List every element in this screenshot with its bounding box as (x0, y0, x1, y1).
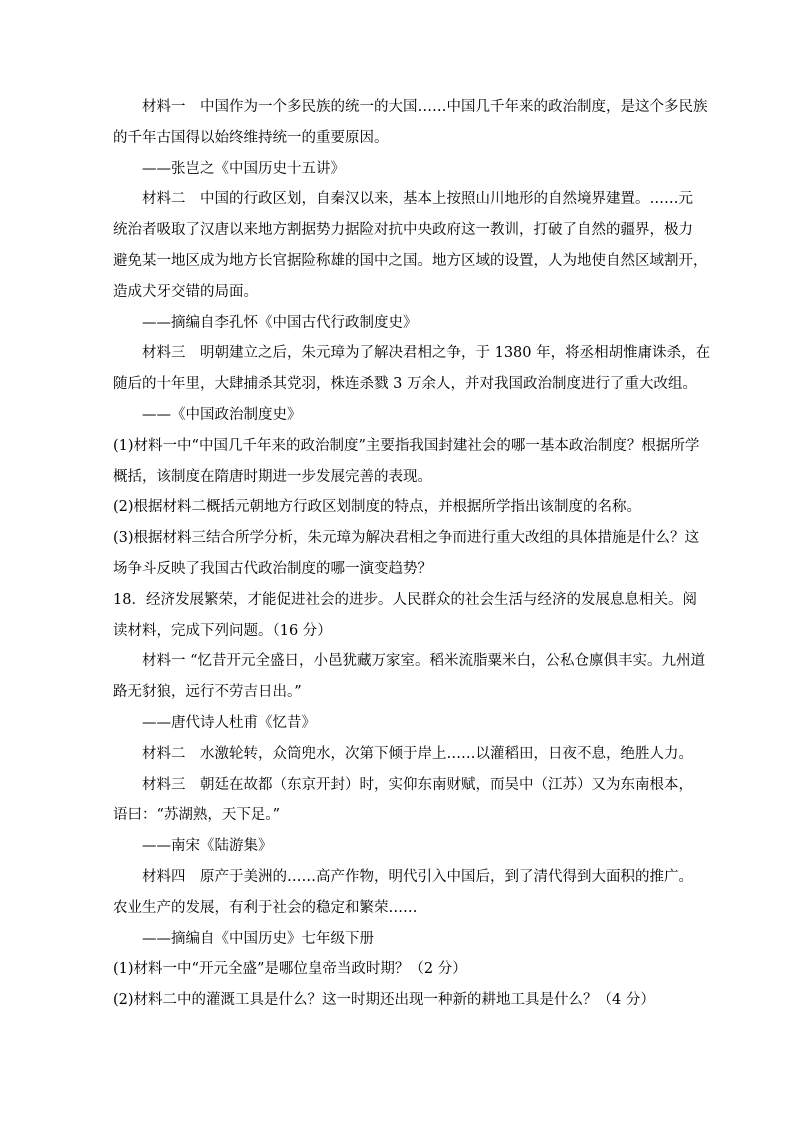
question-heading: 18．经济发展繁荣，才能促进社会的进步。人民群众的社会生活与经济的发展息息相关。阅 (113, 591, 697, 608)
source-line: ——摘编自《中国历史》七年级下册 (142, 930, 374, 947)
text-line: 语曰：“苏湖熟，天下足。” (113, 807, 281, 824)
text-line: 路无豺狼，远行不劳吉日出。” (113, 684, 302, 701)
text-line: 统治者吸取了汉唐以来地方割据势力据险对抗中央政府这一教训，打破了自然的疆界，极力 (113, 222, 693, 239)
source-line: ——南宋《陆游集》 (142, 838, 273, 855)
text-line: 随后的十年里，大肆捕杀其党羽，株连杀戮 3 万余人，并对我国政治制度进行了重大改组。 (113, 376, 697, 393)
text-line: 材料二 中国的行政区划，自秦汉以来，基本上按照山川地形的自然境界建置。……元 (142, 191, 693, 208)
text-line: 材料三 朝廷在故都（东京开封）时，实仰东南财赋，而吴中（江苏）又为东南根本， (142, 776, 693, 793)
text-line: 的千年古国得以始终维持统一的重要原因。 (113, 129, 389, 146)
text-line: 造成犬牙交错的局面。 (113, 283, 258, 300)
question-heading: 读材料，完成下列问题。（16 分） (113, 622, 332, 639)
question-line: 场争斗反映了我国古代政治制度的哪一演变趋势？ (113, 560, 432, 577)
text-line: 材料三 明朝建立之后，朱元璋为了解决君相之争，于 1380 年，将丞相胡惟庸诛杀，在 (142, 345, 711, 362)
question-line: 概括，该制度在隋唐时期进一步发展完善的表现。 (113, 468, 432, 485)
source-line: ——唐代诗人杜甫《忆昔》 (142, 714, 316, 731)
source-line: ——摘编自李孔怀《中国古代行政制度史》 (142, 314, 418, 331)
text-line: 材料一 “忆昔开元全盛日，小邑犹藏万家室。稻米流脂粟米白，公私仓廪俱丰实。九州道 (142, 653, 706, 670)
source-line: ——《中国政治制度史》 (142, 406, 302, 423)
question-line: (2)材料二中的灌溉工具是什么？这一时期还出现一种新的耕地工具是什么？（4 分） (113, 992, 655, 1009)
text-line: 材料四 原产于美洲的……高产作物，明代引入中国后，到了清代得到大面积的推广。 (142, 868, 693, 885)
question-line: (2)根据材料二概括元朝地方行政区划制度的特点，并根据所学指出该制度的名称。 (113, 499, 642, 516)
document-page (113, 92, 711, 1016)
question-line: (1)材料一中“中国几千年来的政治制度”主要指我国封建社会的哪一基本政治制度？根据所学 (113, 437, 700, 454)
text-line: 材料二 水激轮转，众筒兜水，次第下倾于岸上……以灌稻田，日夜不息，绝胜人力。 (142, 745, 693, 762)
source-line: ——张岂之《中国历史十五讲》 (142, 160, 345, 177)
text-line: 避免某一地区成为地方长官据险称雄的国中之国。地方区域的设置，人为地使自然区域割开， (113, 252, 708, 269)
text-line: 材料一 中国作为一个多民族的统一的大国……中国几千年来的政治制度，是这个多民族 (142, 99, 708, 115)
question-line: (1)材料一中“开元全盛”是哪位皇帝当政时期？（2 分） (113, 961, 467, 978)
question-line: (3)根据材料三结合所学分析，朱元璋为解决君相之争而进行重大改组的具体措施是什么？这 (113, 530, 700, 547)
text-line: 农业生产的发展，有利于社会的稳定和繁荣…… (113, 899, 418, 916)
